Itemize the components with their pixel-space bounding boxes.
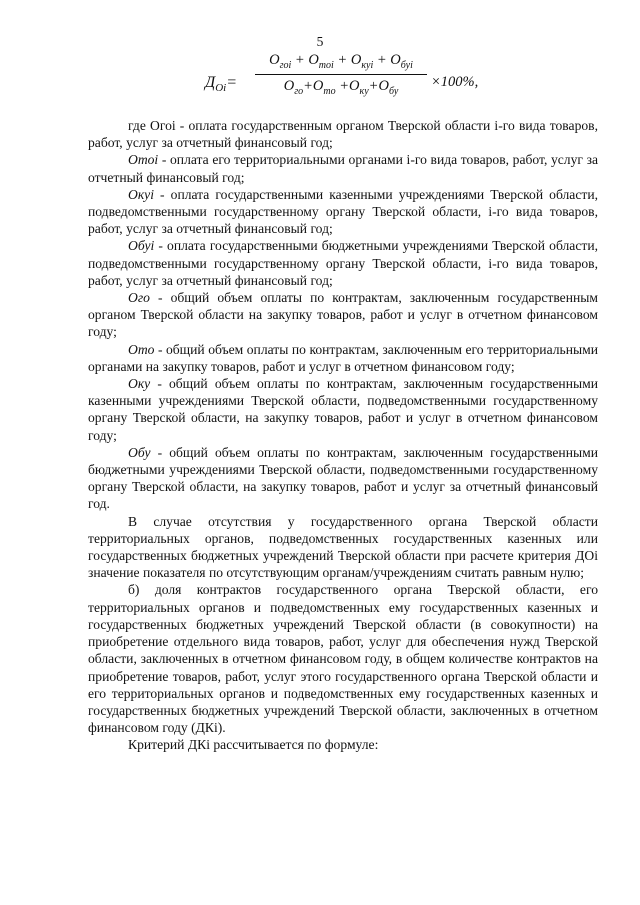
formula-operator: + — [333, 52, 351, 68]
formula-subscript: ку — [359, 85, 369, 97]
formula-subscript: бу — [388, 85, 399, 97]
body-paragraph — [88, 375, 598, 444]
body-paragraph — [88, 117, 598, 151]
formula-operator: + — [373, 52, 391, 68]
paragraph-text: - общий объем оплаты по контрактам, заключенным государственными казенными учреждениями Тверской области, подведомственными государственному органу Тверской области, на закупку товаров, работ и услуг в отчетном финансовом году; — [88, 376, 598, 443]
formula-lhs-var: Д — [205, 74, 216, 91]
document-body — [88, 117, 598, 754]
formula-denominator — [255, 75, 427, 97]
body-paragraph — [88, 186, 598, 238]
formula-variable: O — [350, 52, 362, 68]
paragraph-text: Критерий ДКi рассчитывается по формуле: — [128, 737, 379, 753]
term-symbol: Оку — [128, 376, 151, 392]
body-paragraph — [88, 581, 598, 736]
formula-subscript: куi — [361, 59, 374, 71]
formula-do — [205, 52, 505, 112]
formula-subscript: го — [294, 85, 304, 97]
body-paragraph — [88, 444, 598, 513]
formula-variable: O — [312, 77, 324, 94]
formula-operator: + — [335, 77, 350, 94]
formula-variable: O — [308, 52, 319, 68]
body-paragraph — [88, 736, 598, 753]
formula-multiplier: ×100%, — [431, 74, 479, 90]
body-paragraph — [88, 289, 598, 341]
page-number: 5 — [316, 34, 324, 49]
paragraph-text: - общий объем оплаты по контрактам, заключенным государственным органом Тверской области на закупку товаров, работ и услуг в отчетном финансовом году; — [88, 290, 598, 340]
formula-subscript: тоi — [318, 59, 334, 71]
paragraph-text: б) доля контрактов государственного органа Тверской области, его территориальных органов и подведомственных ему государственных казенных и государственных бюджетных учреждений Тверской области (в совокупности) на приобретение отдельного вида товаров, работ, услуг для обеспечения нужд Тверской области, заключенных в отчетном финансовом году, в общем количестве контрактов на приобретение товаров, работ, услуг этого государственного органа Тверской области и его территориальных органов и подведомственных ему государственных казенных и государственных бюджетных учреждений Тверской области, заключенных в отчетном финансовом году (ДКi). — [88, 582, 598, 736]
paragraph-text: В случае отсутствия у государственного органа Тверской области территориальных органов, подведомственных государственных казенных или государственных бюджетных учреждений Тверской области при расчете критерия ДОi значение показателя по отсутствующим органам/учреждениям считать равным нулю; — [88, 513, 598, 581]
term-symbol: Ого — [128, 290, 150, 306]
formula-operator: + — [291, 52, 309, 68]
formula-operator: + — [303, 77, 313, 94]
formula-lhs: $Д_{Oi}=$ — [205, 74, 237, 95]
formula-variable: O — [390, 52, 401, 68]
formula-subscript: гоi — [279, 59, 292, 71]
formula-subscript: то — [323, 85, 336, 97]
term-symbol: Отоi — [128, 152, 159, 168]
term-symbol: Обуi — [128, 238, 155, 254]
term-symbol: Окуi — [128, 186, 154, 202]
paragraph-text: - оплата его территориальными органами i-го вида товаров, работ, услуг за отчетный финансовый год; — [88, 152, 598, 185]
formula-variable: O — [283, 77, 295, 94]
formula-lhs-sub: Oi — [215, 82, 227, 95]
paragraph-text: - оплата государственными казенными учреждениями Тверской области, подведомственными государственному органу Тверской области, i-го вида товаров, работ, услуг за отчетный финансовый год; — [88, 186, 598, 237]
body-paragraph — [88, 513, 598, 582]
formula-variable: O — [269, 52, 280, 68]
paragraph-text: где Огоi - оплата государственным органом Тверской области i-го вида товаров, работ, услуг за отчетный финансовый год; — [88, 118, 598, 151]
formula-operator: + — [368, 77, 379, 94]
body-paragraph — [88, 341, 598, 375]
formula-subscript: буi — [400, 59, 413, 71]
formula-numerator — [255, 52, 427, 74]
body-paragraph — [88, 237, 598, 289]
body-paragraph — [88, 151, 598, 185]
paragraph-text: - общий объем оплаты по контрактам, заключенным его территориальными органами на закупку товаров, работ и услуг в отчетном финансовом году; — [88, 341, 598, 374]
term-symbol: Ото — [128, 341, 155, 357]
formula-variable: O — [349, 77, 360, 94]
paragraph-text: - общий объем оплаты по контрактам, заключенным государственными бюджетными учреждениями Тверской области, подведомственными государственному органу Тверской области, на закупку товаров, работ и услуг за отчетный финансовый год. — [88, 444, 598, 512]
formula-fraction — [255, 52, 427, 97]
formula-variable: O — [378, 77, 389, 94]
term-symbol: Обу — [128, 444, 151, 460]
paragraph-text: - оплата государственными бюджетными учреждениями Тверской области, подведомственными государственному органу Тверской области, i-го вида товаров, работ, услуг за отчетный финансовый год; — [88, 238, 598, 288]
